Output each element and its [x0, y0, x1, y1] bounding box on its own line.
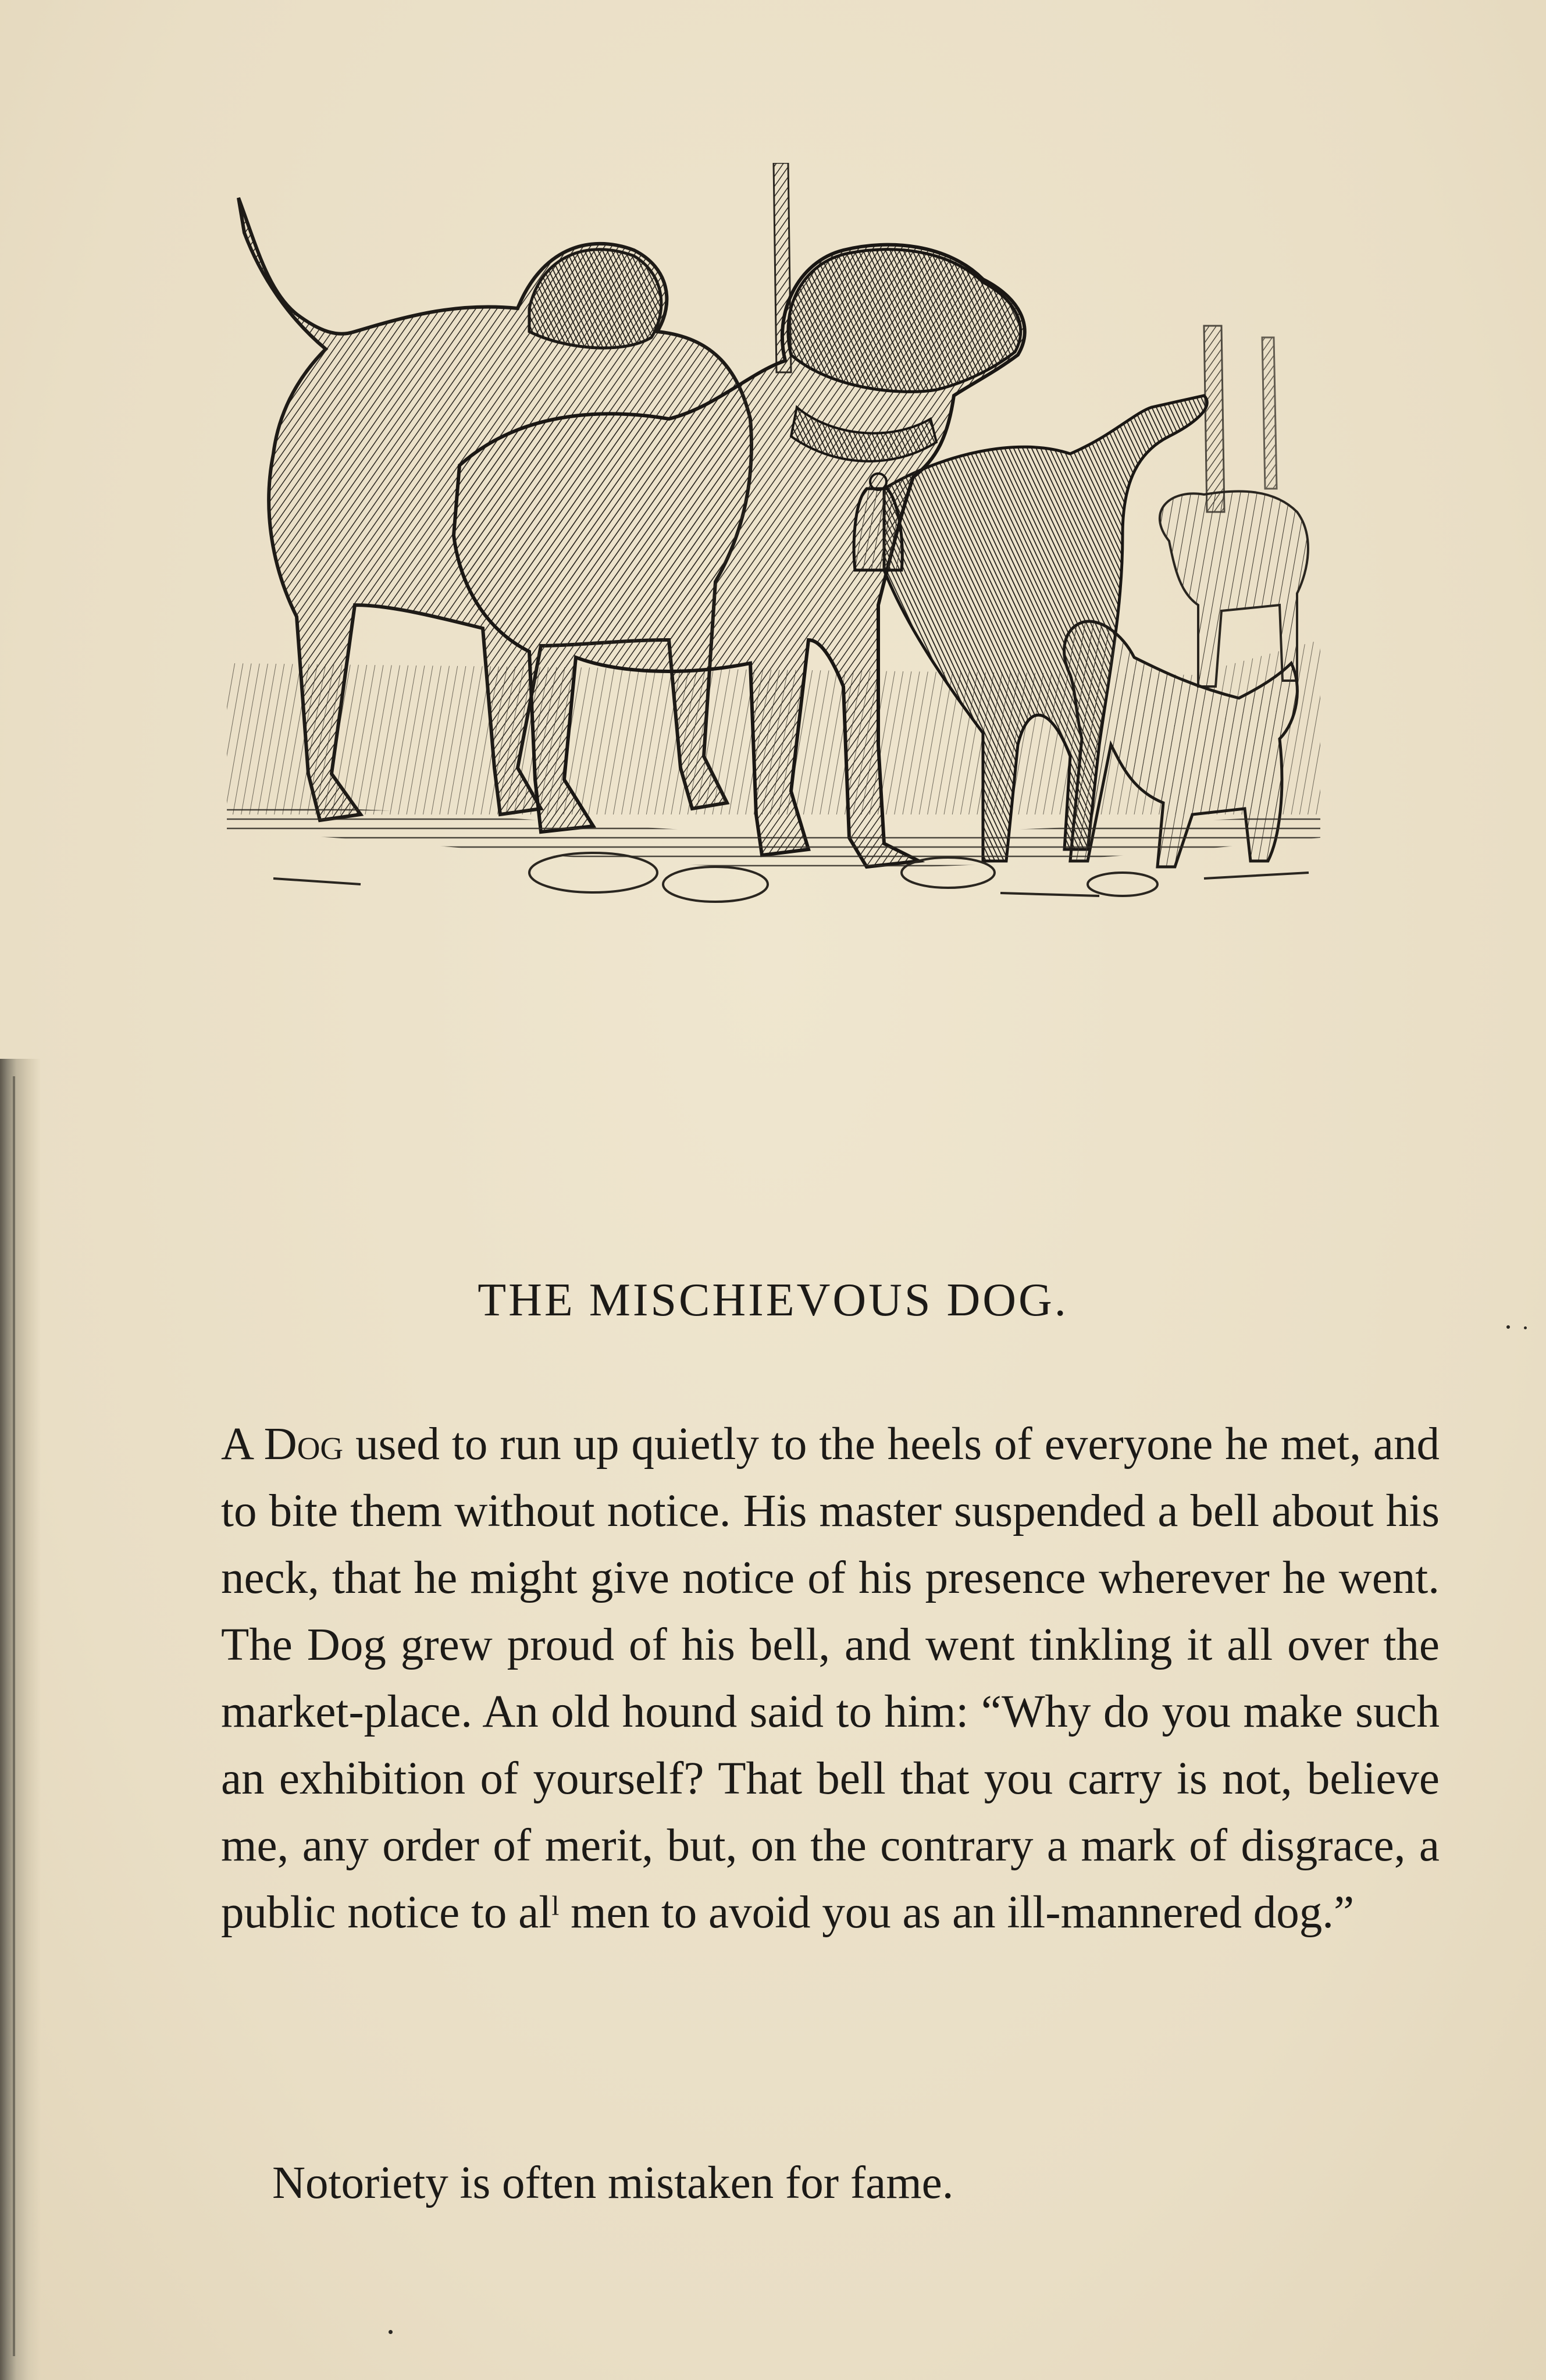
- print-speck: [1524, 1326, 1527, 1329]
- body-text: used to run up quietly to the heels of everyone he met, and to bite them without notice. His master suspended a bell about his neck, that he might give notice of his presence wherever he went. The Dog grew proud of his bell, and went tinkling it all over the market-place. An old hound said to him: “Why do you make such an exhibition of yourself? That bell that you carry is not, believe me, any order of merit, but, on the contrary a mark of disgrace, a public notice to alˡ men to avoid you as an ill-mannered dog.”: [221, 1419, 1440, 1938]
- body-lead-article: A: [221, 1419, 264, 1470]
- book-spine-edge: [0, 1059, 41, 2380]
- print-speck: [1506, 1325, 1510, 1329]
- fable-moral: Notoriety is often mistaken for fame.: [272, 2158, 954, 2208]
- body-lead-word: Dog: [263, 1419, 344, 1470]
- print-speck: [389, 2330, 393, 2334]
- dogs-engraving-illustration: [215, 163, 1431, 1117]
- spine-crease: [13, 1076, 15, 2356]
- fable-body-paragraph: [221, 1411, 1440, 1946]
- fable-title: THE MISCHIEVOUS DOG.: [478, 1275, 1068, 1326]
